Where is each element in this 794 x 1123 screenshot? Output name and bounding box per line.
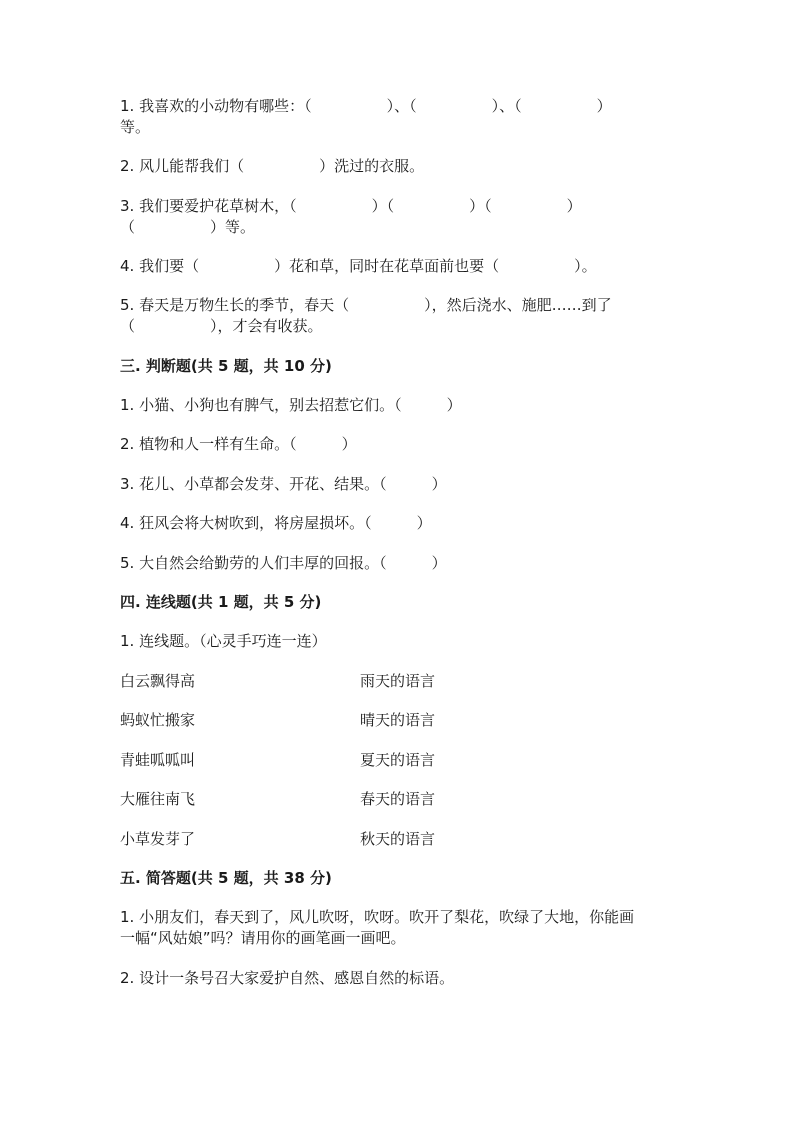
matching-right-5: 秋天的语言 — [360, 830, 436, 848]
judgement-item-5: 5. 大自然会给勤劳的人们丰厚的回报。（ ） — [120, 554, 447, 572]
fill-blank-item-5-line-2: （ ），才会有收获。 — [120, 317, 323, 335]
judgement-item-2: 2. 植物和人一样有生命。（ ） — [120, 435, 357, 453]
fill-blank-item-1-line-2: 等。 — [120, 118, 151, 136]
matching-right-4: 春天的语言 — [360, 790, 436, 808]
matching-left-2: 蚂蚁忙搬家 — [120, 711, 196, 729]
section-heading-matching: 四. 连线题(共 1 题，共 5 分) — [120, 593, 322, 611]
judgement-item-4: 4. 狂风会将大树吹到，将房屋损坏。（ ） — [120, 514, 432, 532]
matching-left-4: 大雁往南飞 — [120, 790, 196, 808]
matching-right-1: 雨天的语言 — [360, 672, 436, 690]
short-answer-item-2: 2. 设计一条号召大家爱护自然、感恩自然的标语。 — [120, 969, 455, 987]
short-answer-item-1-line-1: 1. 小朋友们，春天到了，风儿吹呀，吹呀。吹开了梨花，吹绿了大地，你能画 — [120, 908, 635, 926]
fill-blank-item-5-line-1: 5. 春天是万物生长的季节，春天（ ），然后浇水、施肥……到了 — [120, 296, 612, 314]
matching-right-3: 夏天的语言 — [360, 751, 436, 769]
matching-left-5: 小草发芽了 — [120, 830, 196, 848]
fill-blank-item-4: 4. 我们要（ ）花和草，同时在花草面前也要（ ）。 — [120, 257, 597, 275]
fill-blank-item-3-line-1: 3. 我们要爱护花草树木，（ ）（ ）（ ） — [120, 197, 582, 215]
judgement-item-3: 3. 花儿、小草都会发芽、开花、结果。（ ） — [120, 475, 447, 493]
short-answer-item-1-line-2: 一幅“风姑娘”吗？请用你的画笔画一画吧。 — [120, 929, 406, 947]
judgement-item-1: 1. 小猫、小狗也有脾气，别去招惹它们。（ ） — [120, 396, 462, 414]
matching-question: 1. 连线题。（心灵手巧连一连） — [120, 632, 327, 650]
section-heading-short-answer: 五. 简答题(共 5 题，共 38 分) — [120, 869, 332, 887]
matching-left-3: 青蛙呱呱叫 — [120, 751, 196, 769]
matching-left-1: 白云飘得高 — [120, 672, 196, 690]
section-heading-judgement: 三. 判断题(共 5 题，共 10 分) — [120, 357, 332, 375]
matching-right-2: 晴天的语言 — [360, 711, 436, 729]
fill-blank-item-2: 2. 风儿能帮我们（ ）洗过的衣服。 — [120, 157, 425, 175]
fill-blank-item-1-line-1: 1. 我喜欢的小动物有哪些：（ ）、（ ）、（ ） — [120, 97, 612, 115]
fill-blank-item-3-line-2: （ ）等。 — [120, 218, 256, 236]
